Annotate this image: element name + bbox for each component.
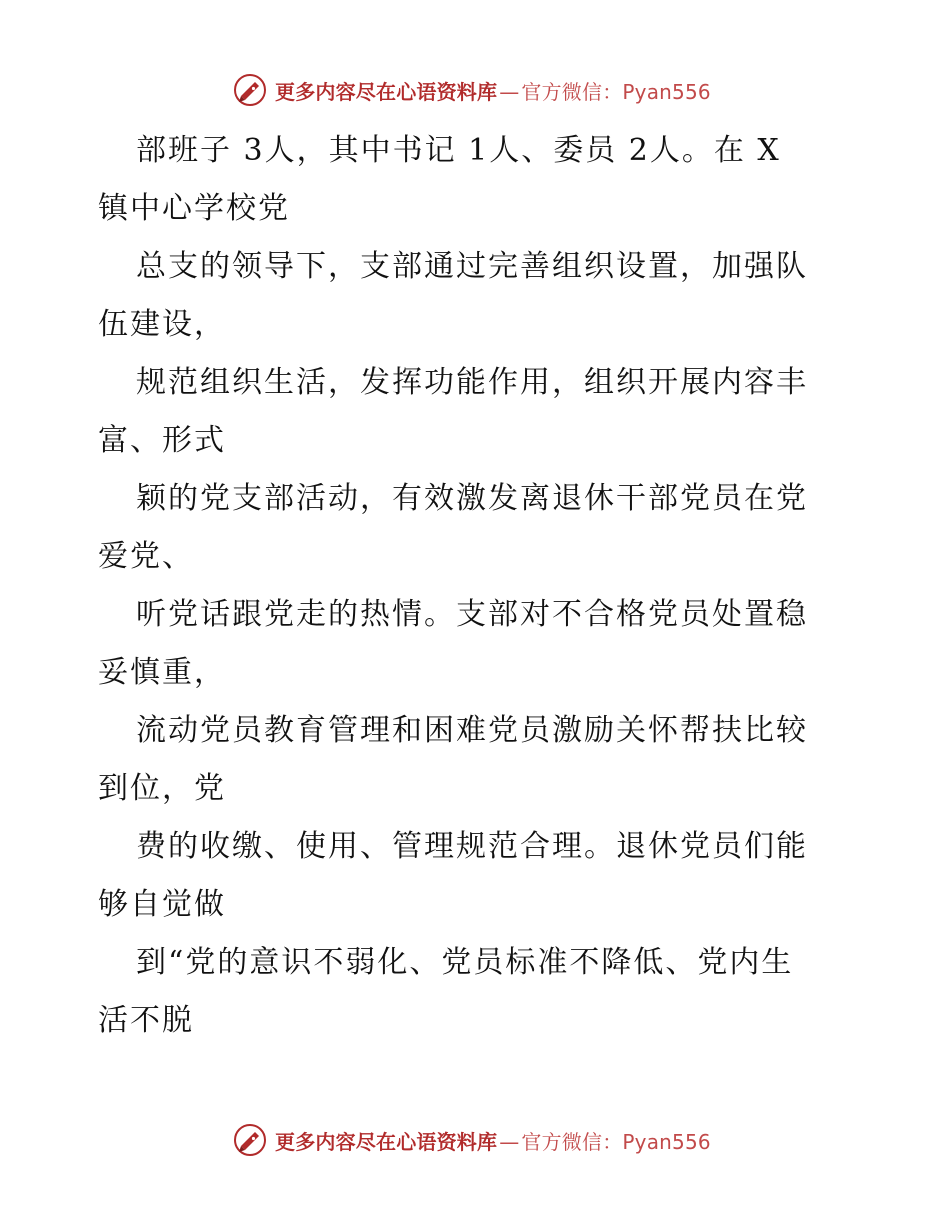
paragraph-6-line-1: 流动党员教育管理和困难党员激励关怀帮扶比较: [136, 713, 808, 748]
watermark-separator: —: [499, 79, 520, 104]
watermark-separator-footer: —: [499, 1129, 520, 1154]
watermark-brand: [233, 68, 711, 112]
paragraph-7: [98, 818, 858, 934]
watermark-title: 更多内容尽在心语资料库: [275, 79, 498, 104]
header-watermark: [0, 68, 950, 112]
paragraph-5-line-2: 妥慎重，: [98, 655, 226, 690]
paragraph-6: [98, 702, 858, 818]
paragraph-6-line-2: 到位，党: [98, 771, 226, 806]
paragraph-3: [98, 354, 858, 470]
watermark-wechat-id-footer: Pyan556: [622, 1129, 711, 1154]
footer-watermark: [0, 1118, 950, 1162]
pen-nib-logo-icon: [233, 1123, 267, 1157]
paragraph-2: [98, 238, 858, 354]
paragraph-1-line-1: 部班子 3人，其中书记 1人、委员 2人。在 X: [136, 133, 781, 168]
watermark-wechat-label-footer: 官方微信：: [521, 1129, 623, 1154]
paragraph-2-line-1: 总支的领导下，支部通过完善组织设置，加强队: [136, 249, 808, 284]
paragraph-2-line-2: 伍建设，: [98, 307, 226, 342]
pen-nib-logo-icon: [233, 73, 267, 107]
document-body: [98, 122, 858, 1050]
paragraph-3-line-2: 富、形式: [98, 423, 226, 458]
paragraph-8-line-1: 到“党的意识不弱化、党员标准不降低、党内生: [136, 945, 794, 980]
paragraph-4-line-2: 爱党、: [98, 539, 194, 574]
watermark-brand-footer: [233, 1118, 711, 1162]
watermark-text-footer: [275, 1126, 711, 1155]
paragraph-8: [98, 934, 858, 1050]
watermark-wechat-label: 官方微信：: [521, 79, 623, 104]
paragraph-4: [98, 470, 858, 586]
paragraph-7-line-2: 够自觉做: [98, 887, 226, 922]
watermark-title-footer: 更多内容尽在心语资料库: [275, 1129, 498, 1154]
paragraph-5: [98, 586, 858, 702]
watermark-text: [275, 76, 711, 105]
paragraph-7-line-1: 费的收缴、使用、管理规范合理。退休党员们能: [136, 829, 808, 864]
paragraph-3-line-1: 规范组织生活，发挥功能作用，组织开展内容丰: [136, 365, 808, 400]
watermark-wechat-id: Pyan556: [622, 79, 711, 104]
paragraph-5-line-1: 听党话跟党走的热情。支部对不合格党员处置稳: [136, 597, 808, 632]
paragraph-8-line-2: 活不脱: [98, 1003, 194, 1038]
paragraph-1: [98, 122, 858, 238]
paragraph-1-line-2: 镇中心学校党: [98, 191, 290, 226]
paragraph-4-line-1: 颖的党支部活动，有效激发离退休干部党员在党: [136, 481, 808, 516]
